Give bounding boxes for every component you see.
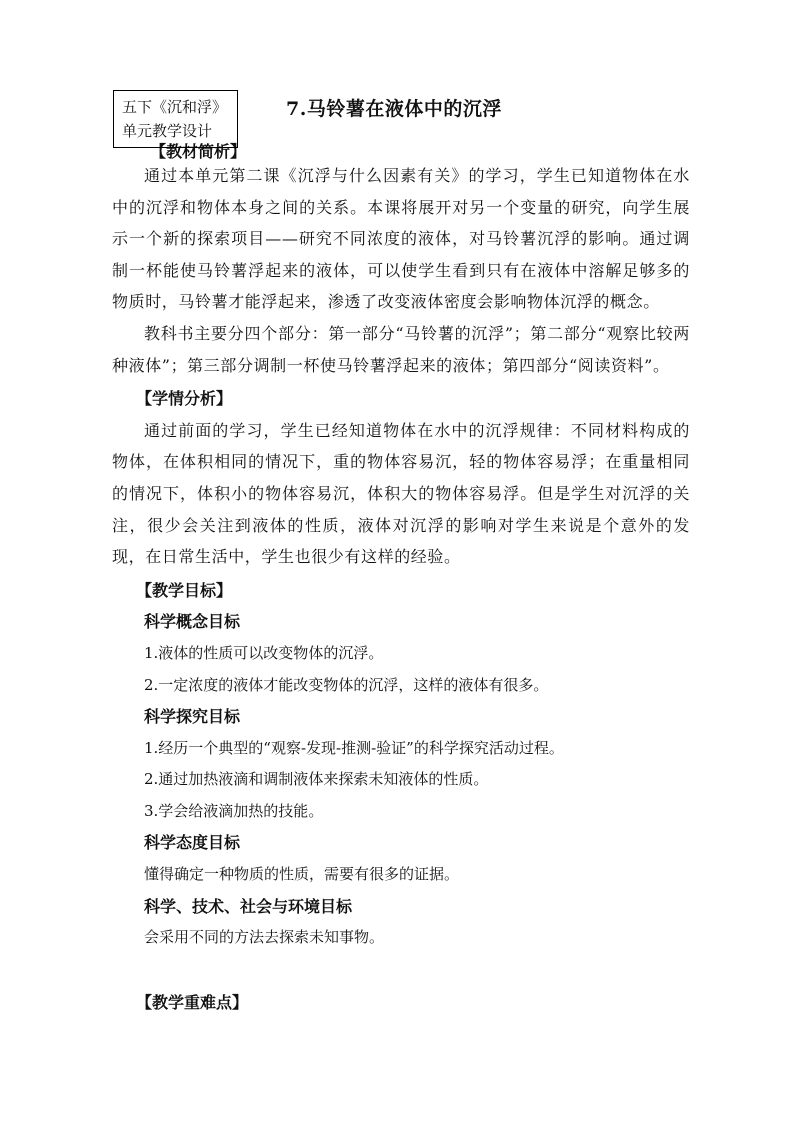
inquiry-goals-heading: 科学探究目标 (144, 707, 241, 727)
attitude-goal-text: 懂得确定一种物质的性质，需要有很多的证据。 (144, 865, 460, 884)
sts-goal-text: 会采用不同的方法去探索未知事物。 (144, 928, 385, 947)
teaching-goals-heading: 【教学目标】 (136, 580, 233, 600)
textbook-analysis-paragraph-1: 通过本单元第二课《沉浮与什么因素有关》的学习，学生已知道物体在水中的沉浮和物体本身之间的关系。本课将展开对另一个变量的研究，向学生展示一个新的探索项目——研究不同浓度的液体，对马铃薯沉浮的影响。通过调制一杯能使马铃薯浮起来的液体，可以使学生看到只有在液体中溶解足够多的物质时，马铃薯才能浮起来，渗透了改变液体密度会影响物体沉浮的概念。 (112, 166, 690, 312)
textbook-analysis-heading: 【教材简析】 (150, 142, 247, 161)
unit-label-box (113, 90, 238, 148)
page-title: 7.马铃薯在液体中的沉浮 (286, 98, 502, 120)
teaching-difficulty-heading: 【教学重难点】 (136, 992, 249, 1012)
learner-analysis-heading: 【学情分析】 (136, 389, 233, 409)
textbook-analysis-paragraph-2: 教科书主要分四个部分：第一部分“马铃薯的沉浮”；第二部分“观察比较两种液体”；第三部分调制一杯使马铃薯浮起来的液体；第四部分“阅读资料”。 (112, 323, 690, 375)
inquiry-goal-item: 1.经历一个典型的“观察-发现-推测-验证”的科学探究活动过程。 (144, 738, 564, 757)
unit-label-line2: 单元教学设计 (122, 122, 213, 140)
concept-goals-heading: 科学概念目标 (144, 612, 241, 632)
unit-label-line1: 五下《沉和浮》 (122, 98, 228, 116)
document-body (112, 160, 690, 1018)
inquiry-goal-item: 2.通过加热液滴和调制液体来探索未知液体的性质。 (144, 770, 489, 789)
inquiry-goal-item: 3.学会给液滴加热的技能。 (144, 801, 324, 820)
sts-goals-heading: 科学、技术、社会与环境目标 (144, 896, 353, 916)
concept-goal-item: 1.液体的性质可以改变物体的沉浮。 (144, 643, 384, 662)
concept-goal-item: 2.一定浓度的液体才能改变物体的沉浮，这样的液体有很多。 (144, 675, 549, 694)
attitude-goals-heading: 科学态度目标 (144, 833, 241, 853)
spacer (112, 954, 690, 985)
learner-analysis-paragraph: 通过前面的学习，学生已经知道物体在水中的沉浮规律：不同材料构成的物体，在体积相同的情况下，重的物体容易沉，轻的物体容易浮；在重量相同的情况下，体积小的物体容易沉，体积大的物体容易浮。但是学生对沉浮的关注，很少会关注到液体的性质，液体对沉浮的影响对学生来说是个意外的发现，在日常生活中，学生也很少有这样的经验。 (112, 420, 690, 567)
